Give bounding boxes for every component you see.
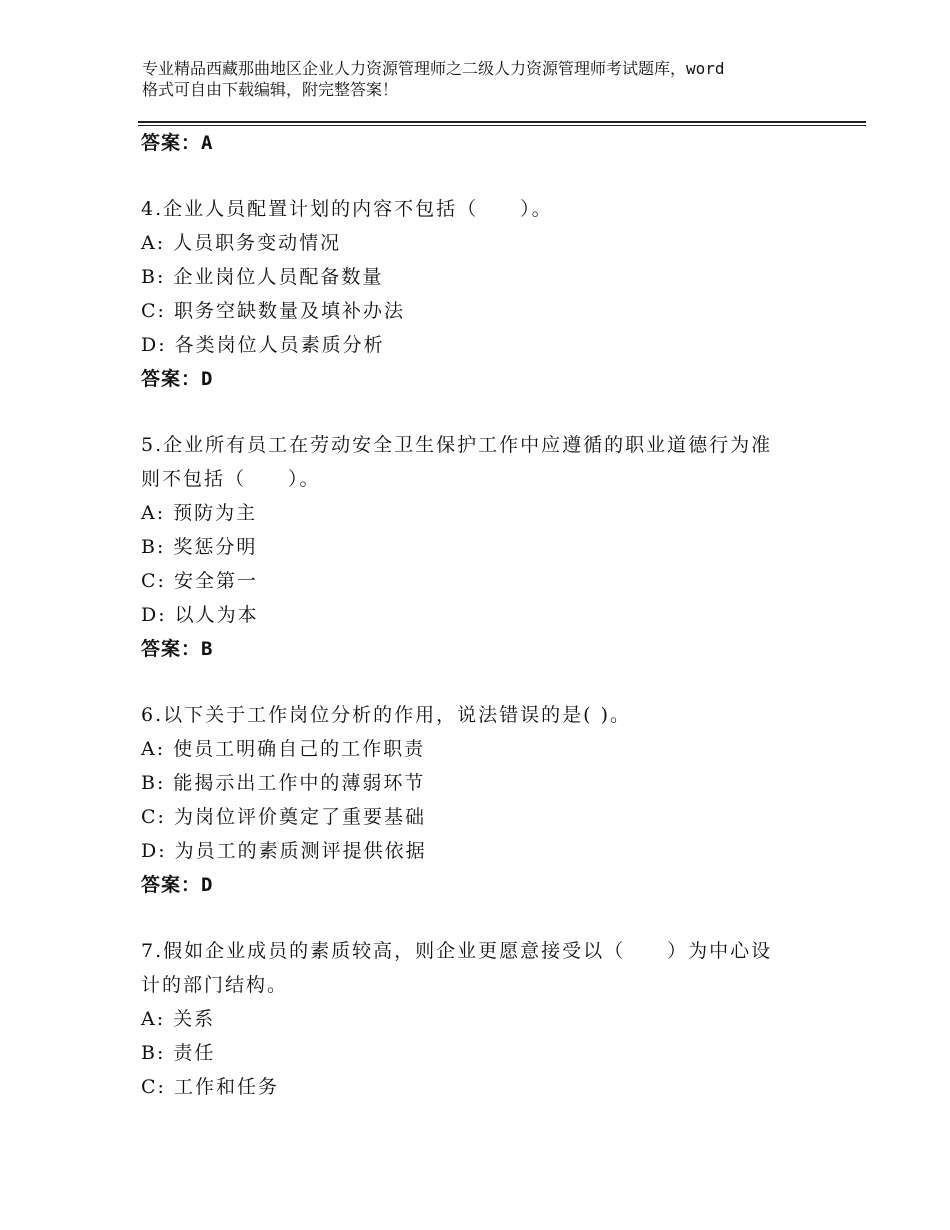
answer-value: B: [201, 638, 214, 660]
answer-value: D: [201, 368, 214, 390]
answer-label: 答案：: [141, 874, 202, 896]
option-d: D: 以人为本: [141, 604, 259, 626]
answer-label: 答案：: [141, 132, 202, 154]
header-rule-thick: [138, 121, 866, 123]
answer-line: [141, 126, 821, 160]
option-b: B: 能揭示出工作中的薄弱环节: [141, 772, 426, 794]
document-header: [142, 58, 842, 100]
answer-line: [141, 632, 821, 666]
question-text-line-2: 则不包括（ ）。: [141, 468, 321, 490]
option-d: D: 各类岗位人员素质分析: [141, 334, 385, 356]
option-a: A: 预防为主: [141, 502, 258, 524]
option-a: A: 人员职务变动情况: [141, 232, 342, 254]
question-text: 6.以下关于工作岗位分析的作用，说法错误的是( )。: [141, 704, 631, 726]
header-line-1: 专业精品西藏那曲地区企业人力资源管理师之二级人力资源管理师考试题库，word: [142, 59, 725, 78]
header-line-2: 格式可自由下载编辑，附完整答案！: [142, 80, 399, 99]
option-d: D: 为员工的素质测评提供依据: [141, 840, 427, 862]
answer-line: [141, 362, 821, 396]
option-c: C: 安全第一: [141, 570, 258, 592]
option-b: B: 责任: [141, 1042, 216, 1064]
question-4: [141, 192, 821, 396]
question-5: [141, 428, 821, 666]
option-a: A: 关系: [141, 1008, 216, 1030]
answer-value: D: [201, 874, 214, 896]
option-b: B: 企业岗位人员配备数量: [141, 266, 384, 288]
answer-value: A: [201, 132, 214, 154]
question-7: [141, 934, 821, 1104]
question-6: [141, 698, 821, 902]
question-text-line-1: 5.企业所有员工在劳动安全卫生保护工作中应遵循的职业道德行为准: [141, 434, 773, 456]
answer-label: 答案：: [141, 638, 202, 660]
option-c: C: 职务空缺数量及填补办法: [141, 300, 405, 322]
question-text: 4.企业人员配置计划的内容不包括（ ）。: [141, 198, 553, 220]
option-c: C: 为岗位评价奠定了重要基础: [141, 806, 426, 828]
option-b: B: 奖惩分明: [141, 536, 258, 558]
option-a: A: 使员工明确自己的工作职责: [141, 738, 426, 760]
question-text-line-1: 7.假如企业成员的素质较高，则企业更愿意接受以（ ）为中心设: [141, 940, 773, 962]
answer-label: 答案：: [141, 368, 202, 390]
question-list: [141, 126, 821, 1104]
question-text-line-2: 计的部门结构。: [141, 974, 289, 996]
option-c: C: 工作和任务: [141, 1076, 279, 1098]
answer-line: [141, 868, 821, 902]
